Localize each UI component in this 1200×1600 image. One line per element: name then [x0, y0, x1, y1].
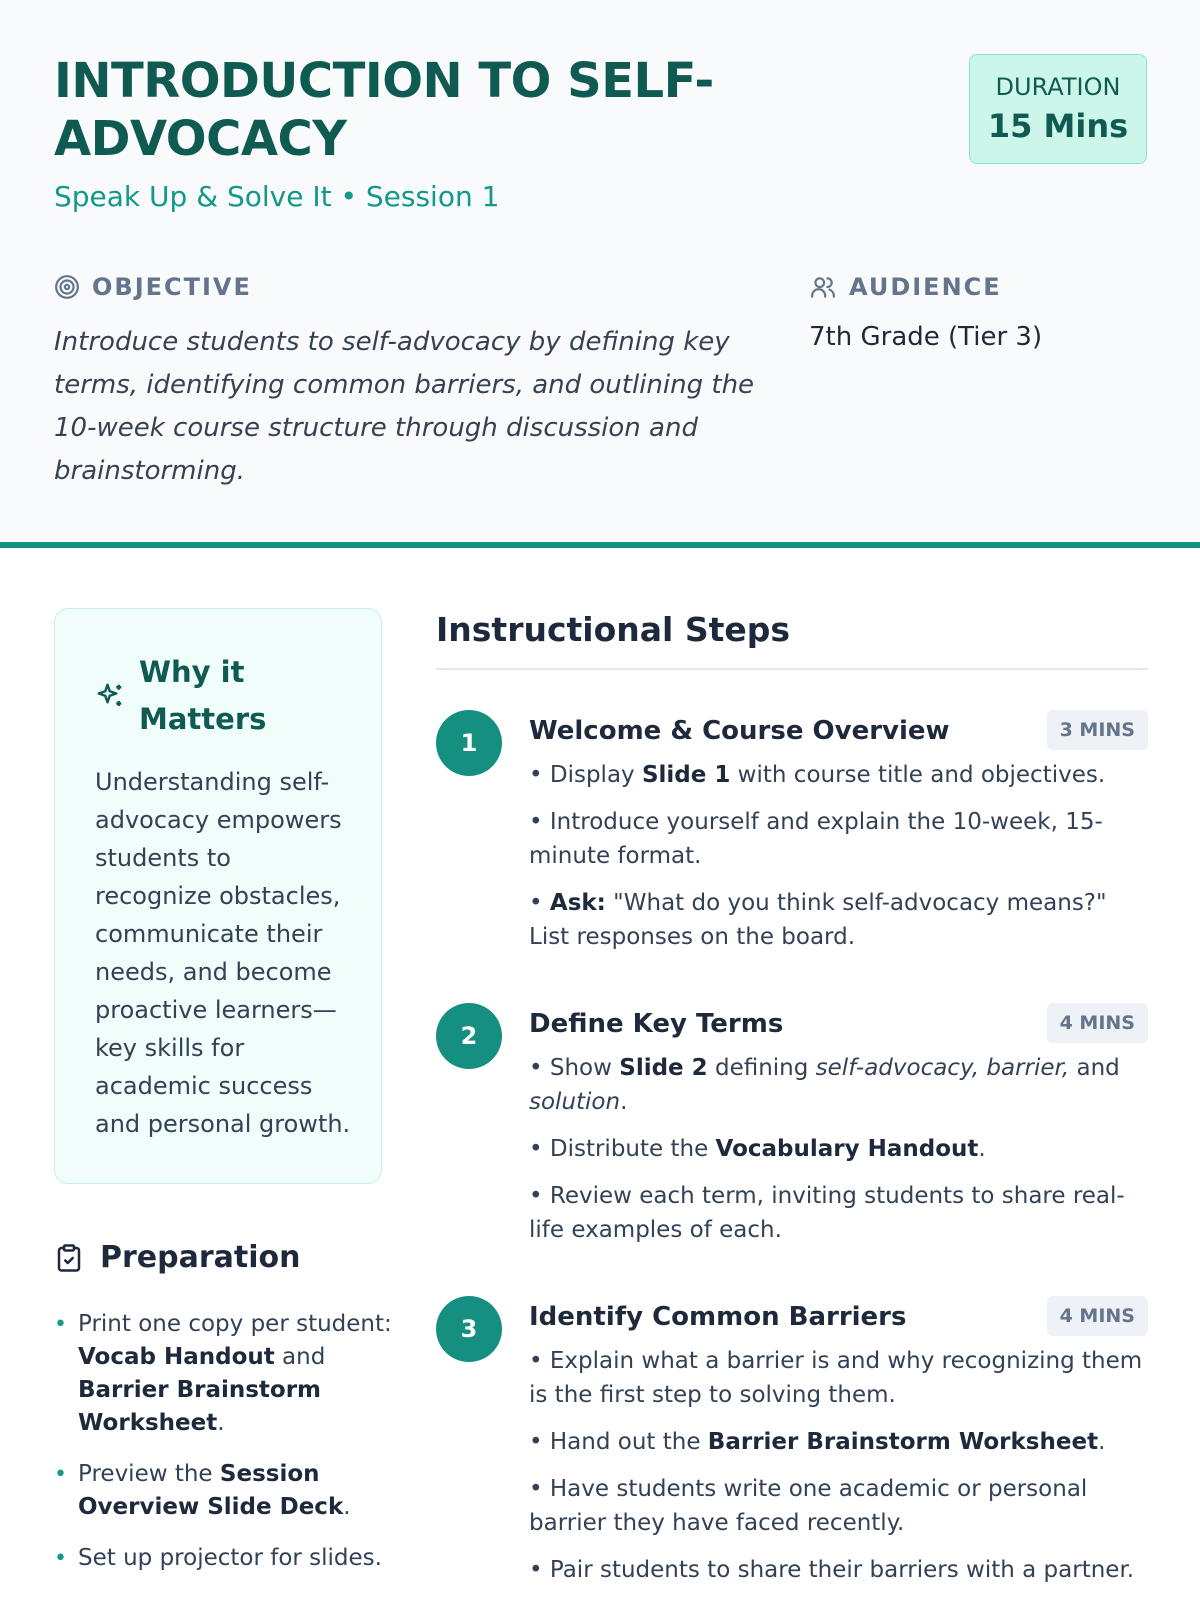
step-title: Welcome & Course Overview: [529, 716, 950, 746]
step-number: 3: [436, 1296, 502, 1362]
step-title: Identify Common Barriers: [529, 1302, 907, 1332]
list-item: • Print one copy per student: Vocab Handout and Barrier Brainstorm Worksheet.: [54, 1308, 394, 1440]
why-it-matters-card: [54, 608, 382, 1184]
step-duration-badge: 4 MINS: [1047, 1003, 1148, 1043]
step-bullet: • Pair students to share their barriers with a partner.: [529, 1557, 1135, 1583]
step-bullet: • Have students write one academic or personal barrier they have faced recently.: [529, 1476, 1088, 1536]
list-item: • Set up projector for slides.: [54, 1542, 394, 1575]
objective-text: Introduce students to self-advocacy by defining key terms, identifying common barriers, and outlining the 10-week course structure through discussion and brainstorming.: [54, 327, 755, 486]
users-icon: [809, 274, 837, 300]
step-bullet: • Hand out the Barrier Brainstorm Worksheet.: [529, 1429, 1106, 1455]
step-title: Define Key Terms: [529, 1009, 784, 1039]
steps-title: Instructional Steps: [436, 610, 791, 649]
why-it-matters-text: Understanding self-advocacy empowers students to recognize obstacles, communicate their needs, and become proactive learners—key skills for academic success and personal growth.: [95, 768, 351, 1138]
audience-text: 7th Grade (Tier 3): [809, 322, 1043, 352]
step-bullet: • Ask: "What do you think self-advocacy means?" List responses on the board.: [529, 890, 1107, 950]
step-number: 1: [436, 710, 502, 776]
audience-heading: [809, 273, 1002, 301]
duration-badge: [969, 54, 1147, 164]
audience-label: AUDIENCE: [849, 273, 1002, 301]
step-body: [529, 758, 1148, 967]
divider: [436, 668, 1148, 670]
duration-value: 15 Mins: [987, 107, 1129, 145]
step-bullet: • Review each term, inviting students to share real-life examples of each.: [529, 1183, 1125, 1243]
header: [0, 0, 1200, 548]
preparation-heading: [54, 1240, 300, 1275]
objective-label: OBJECTIVE: [92, 273, 252, 301]
preparation-list: [54, 1308, 394, 1593]
page-subtitle: Speak Up & Solve It • Session 1: [54, 180, 500, 213]
step-duration-badge: 4 MINS: [1047, 1296, 1148, 1336]
page-title: INTRODUCTION TO SELF-ADVOCACY: [54, 53, 714, 167]
why-it-matters-title: Why it Matters: [139, 655, 267, 736]
duration-label: DURATION: [995, 73, 1121, 101]
sparkles-icon: [95, 681, 125, 711]
step-duration-badge: 3 MINS: [1047, 710, 1148, 750]
step-bullet: • Distribute the Vocabulary Handout.: [529, 1136, 986, 1162]
step-bullet: • Display Slide 1 with course title and objectives.: [529, 762, 1106, 788]
clipboard-check-icon: [54, 1242, 84, 1274]
step-bullet: • Introduce yourself and explain the 10-week, 15-minute format.: [529, 809, 1103, 869]
why-it-matters-heading: [95, 649, 289, 743]
objective-heading: [54, 273, 252, 301]
step-number: 2: [436, 1003, 502, 1069]
preparation-title: Preparation: [100, 1240, 301, 1275]
target-icon: [54, 274, 80, 300]
step-bullet: • Show Slide 2 defining self-advocacy, barrier, and solution.: [529, 1055, 1120, 1115]
step-bullet: • Explain what a barrier is and why recognizing them is the first step to solving them.: [529, 1348, 1143, 1408]
step-body: [529, 1344, 1148, 1600]
step-body: [529, 1051, 1148, 1260]
list-item: • Preview the Session Overview Slide Deck.: [54, 1458, 394, 1524]
